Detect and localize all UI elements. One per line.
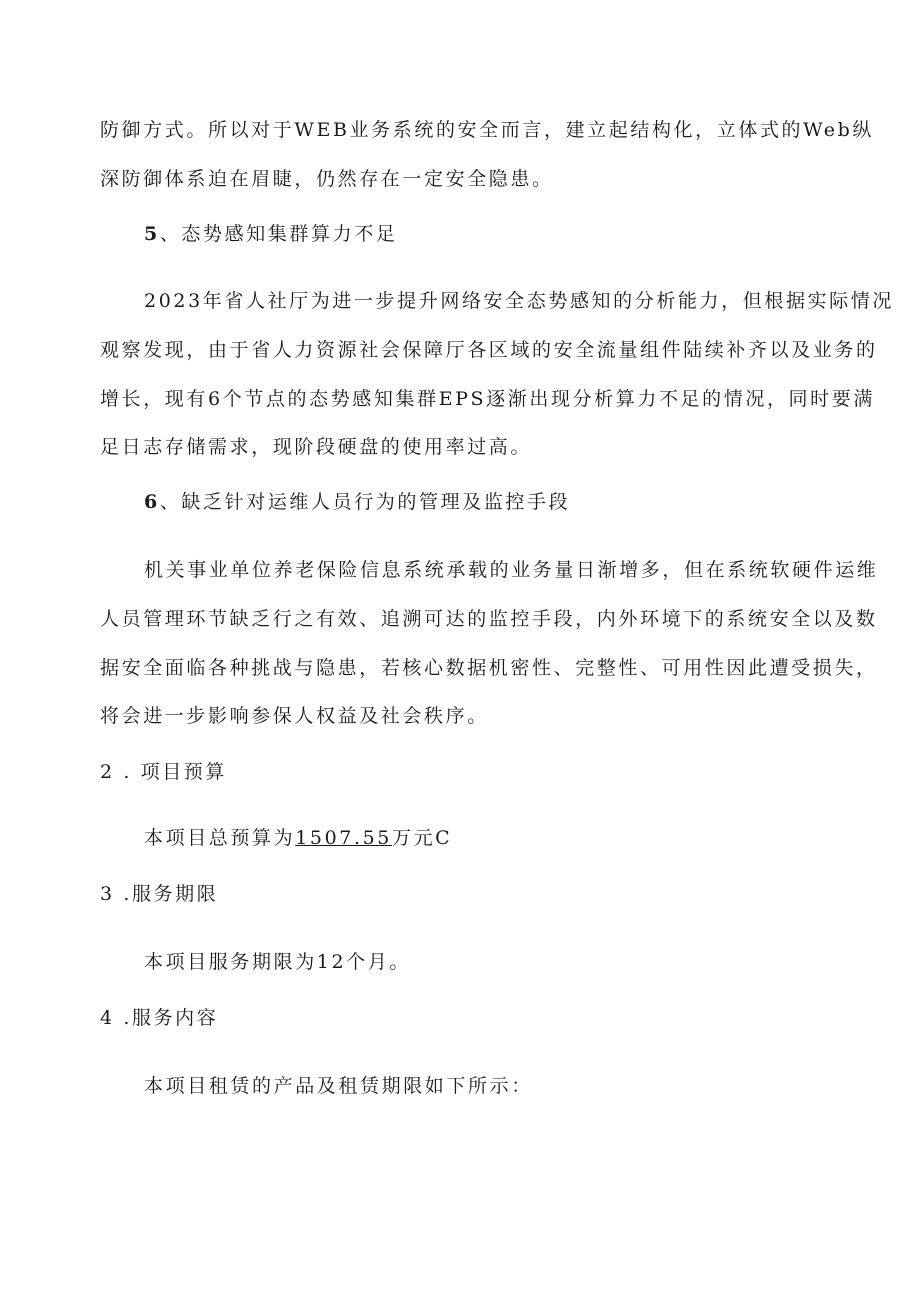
item-5-heading <box>144 225 397 244</box>
section-2-text <box>144 829 452 848</box>
item-5-line-1: 2023年省人社厅为进一步提升网络安全态势感知的分析能力，但根据实际情况 <box>144 290 894 312</box>
item-6-line-1: 机关事业单位养老保险信息系统承载的业务量日渐增多，但在系统软硬件运维 <box>144 559 879 581</box>
item-6-line-4: 将会进一步影响参保人权益及社会秩序。 <box>100 705 489 727</box>
intro-line-1: 防御方式。所以对于WEB业务系统的安全而言，建立起结构化，立体式的Web纵 <box>100 119 874 141</box>
item-6-line-2: 人员管理环节缺乏行之有效、追溯可达的监控手段，内外环境下的系统安全以及数 <box>100 608 878 630</box>
item-5-line-2: 观察发现，由于省人力资源社会保障厅各区域的安全流量组件陆续补齐以及业务的 <box>100 339 878 361</box>
intro-line-2: 深防御体系迫在眉睫，仍然存在一定安全隐患。 <box>100 168 554 190</box>
section-3-heading: 3 .服务期限 <box>100 883 219 905</box>
budget-amount: 1507.55 <box>295 827 392 849</box>
item-6-line-3: 据安全面临各种挑战与隐患，若核心数据机密性、完整性、可用性因此遭受损失， <box>100 657 878 679</box>
item-6-heading <box>144 493 570 512</box>
item-5-line-4: 足日志存储需求，现阶段硬盘的使用率过高。 <box>100 436 533 458</box>
budget-prefix: 本项目总预算为 <box>144 827 296 849</box>
budget-suffix: 万元C <box>391 827 453 849</box>
section-3-text: 本项目服务期限为12个月。 <box>144 951 411 973</box>
item-5-title: 、态势感知集群算力不足 <box>159 223 398 245</box>
item-5-line-3: 增长，现有6个节点的态势感知集群EPS逐渐出现分析算力不足的情况，同时要满 <box>100 388 875 410</box>
section-4-text: 本项目租赁的产品及租赁期限如下所示： <box>144 1075 533 1097</box>
section-4-heading: 4 .服务内容 <box>100 1007 219 1029</box>
item-5-number: 5 <box>144 223 160 245</box>
section-2-heading: 2 . 项目预算 <box>100 761 228 783</box>
item-6-title: 、缺乏针对运维人员行为的管理及监控手段 <box>159 491 571 513</box>
item-6-number: 6 <box>144 491 160 513</box>
